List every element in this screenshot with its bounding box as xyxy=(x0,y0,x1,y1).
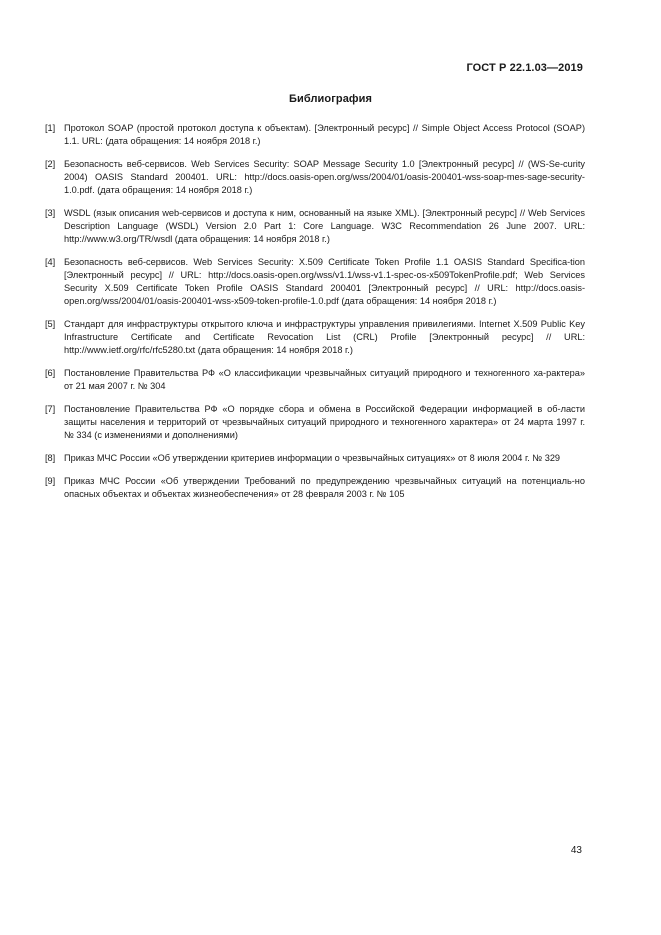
bibliography-entry xyxy=(45,475,585,501)
entry-text: Приказ МЧС России «Об утверждении критериев информации о чрезвычайных ситуациях» от 8 июля 2004 г. № 329 xyxy=(64,453,561,463)
bibliography-entry xyxy=(45,452,585,465)
entry-text: Стандарт для инфраструктуры открытого ключа и инфраструктуры управления привилегиями. Internet X.509 Public Key Infrastructure Certificate and Certificate Revocation List (CRL) Profile [Электронный ресурс] // URL: http://www.ietf.org/rfc/rfc5280.txt (дата обращения: 14 ноября 2018 г.) xyxy=(64,319,585,355)
bibliography-entry xyxy=(45,256,585,308)
entry-text: Безопасность веб-сервисов. Web Services Security: SOAP Message Security 1.0 [Электронный ресурс] // (WS-Se-curity 2004) OASIS Standard 200401. URL: http://docs.oasis-open.org/wss/2004/01/oasis-200401-wss-soap-mes-sage-security-1.0.pdf. (дата обращения: 14 ноября 2018 г.) xyxy=(64,159,585,195)
entry-number: [6] xyxy=(45,368,56,378)
entry-number: [3] xyxy=(45,208,56,218)
entry-number: [4] xyxy=(45,257,56,267)
entry-text: WSDL (язык описания web-сервисов и доступа к ним, основанный на языке XML). [Электронный ресурс] // Web Services Description Language (WSDL) Version 2.0 Part 1: Core Language. W3C Recommendation 26 June 2007. URL: http://www.w3.org/TR/wsdl (дата обращения: 14 ноября 2018 г.) xyxy=(64,208,585,244)
entry-number: [2] xyxy=(45,159,56,169)
entry-text: Безопасность веб-сервисов. Web Services Security: X.509 Certificate Token Profile 1.1 OASIS Standard Specifica-tion [Электронный ресурс] // URL: http://docs.oasis-open.org/wss/v1.1/wss-v1.1-spec-os-x509TokenProfile.pdf; Web Services Security X.509 Certificate Token Profile OASIS Standard 200401 [Электронный ресурс] // URL: http://docs.oasis-open.org/wss/2004/01/oasis-200401-wss-x509-token-profile-1.0.pdf (дата обращения: 14 ноября 2018 г.) xyxy=(64,257,585,306)
entry-number: [7] xyxy=(45,404,56,414)
bibliography-entry xyxy=(45,403,585,442)
document-code: ГОСТ Р 22.1.03—2019 xyxy=(466,62,583,74)
bibliography-entry xyxy=(45,207,585,246)
bibliography-list xyxy=(45,122,585,511)
entry-text: Постановление Правительства РФ «О порядке сбора и обмена в Российской Федерации информацией в об-ласти защиты населения и территорий от чрезвычайных ситуаций природного и техногенного характера» от 24 марта 1997 г. № 334 (с изменениями и дополнениями) xyxy=(64,404,585,440)
bibliography-entry xyxy=(45,318,585,357)
section-title: Библиография xyxy=(288,93,373,105)
entry-text: Постановление Правительства РФ «О классификации чрезвычайных ситуаций природного и техногенного ха-рактера» от 21 мая 2007 г. № 304 xyxy=(64,368,585,391)
bibliography-entry xyxy=(45,122,585,148)
entry-number: [5] xyxy=(45,319,56,329)
entry-number: [1] xyxy=(45,123,56,133)
entry-text: Приказ МЧС России «Об утверждении Требований по предупреждению чрезвычайных ситуаций на потенциаль-но опасных объектах и объектах жизнеобеспечения» от 28 февраля 2003 г. № 105 xyxy=(64,476,585,499)
page-number: 43 xyxy=(570,845,582,856)
entry-number: [9] xyxy=(45,476,56,486)
entry-number: [8] xyxy=(45,453,56,463)
bibliography-entry xyxy=(45,158,585,197)
entry-text: Протокол SOAP (простой протокол доступа к объектам). [Электронный ресурс] // Simple Object Access Protocol (SOAP) 1.1. URL: (дата обращения: 14 ноября 2018 г.) xyxy=(64,123,585,146)
bibliography-entry xyxy=(45,367,585,393)
